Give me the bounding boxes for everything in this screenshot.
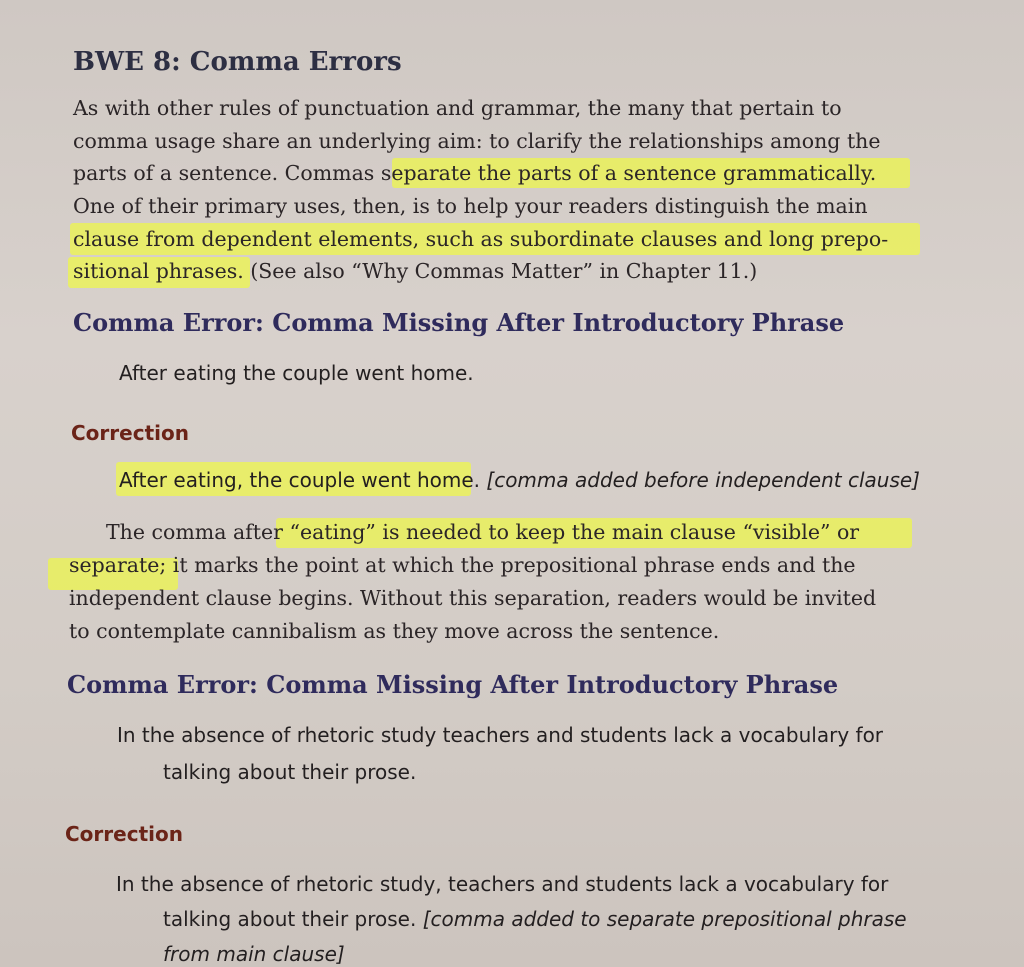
- corrected-sentence: In the absence of rhetoric study, teachers and students lack a vocabulary for: [116, 872, 889, 896]
- explanation-line: separate; it marks the point at which the prepositional phrase ends and the: [69, 553, 856, 577]
- intro-line: comma usage share an underlying aim: to clarify the relationships among the: [73, 129, 881, 153]
- intro-line: clause from dependent elements, such as subordinate clauses and long prepo-: [73, 227, 889, 251]
- correction-label: Correction: [71, 421, 189, 445]
- corrected-text: After eating, the couple went home.: [119, 468, 481, 492]
- explanation-line: independent clause begins. Without this separation, readers would be invited: [69, 586, 877, 610]
- example-sentence: In the absence of rhetoric study teachers and students lack a vocabulary for: [117, 723, 884, 747]
- correction-note: from main clause]: [163, 942, 345, 966]
- correction-label: Correction: [65, 822, 183, 846]
- correction-note: [comma added to separate prepositional phrase: [422, 907, 907, 931]
- example-sentence: talking about their prose.: [163, 760, 417, 784]
- corrected-sentence: [163, 907, 907, 931]
- explanation-line: to contemplate cannibalism as they move across the sentence.: [69, 619, 720, 643]
- intro-line: As with other rules of punctuation and grammar, the many that pertain to: [73, 96, 842, 120]
- section-title: BWE 8: Comma Errors: [73, 47, 402, 77]
- intro-line: parts of a sentence. Commas separate the parts of a sentence grammatically.: [73, 161, 877, 185]
- error-heading: Comma Error: Comma Missing After Introductory Phrase: [67, 670, 839, 699]
- corrected-text: talking about their prose.: [163, 907, 417, 931]
- example-sentence: After eating the couple went home.: [119, 361, 474, 385]
- intro-line: sitional phrases. (See also “Why Commas Matter” in Chapter 11.): [73, 259, 758, 283]
- corrected-sentence: [119, 468, 920, 492]
- correction-note: [comma added before independent clause]: [486, 468, 920, 492]
- error-heading: Comma Error: Comma Missing After Introductory Phrase: [73, 308, 845, 337]
- intro-line: One of their primary uses, then, is to help your readers distinguish the main: [73, 194, 868, 218]
- explanation-line: The comma after “eating” is needed to keep the main clause “visible” or: [106, 520, 860, 544]
